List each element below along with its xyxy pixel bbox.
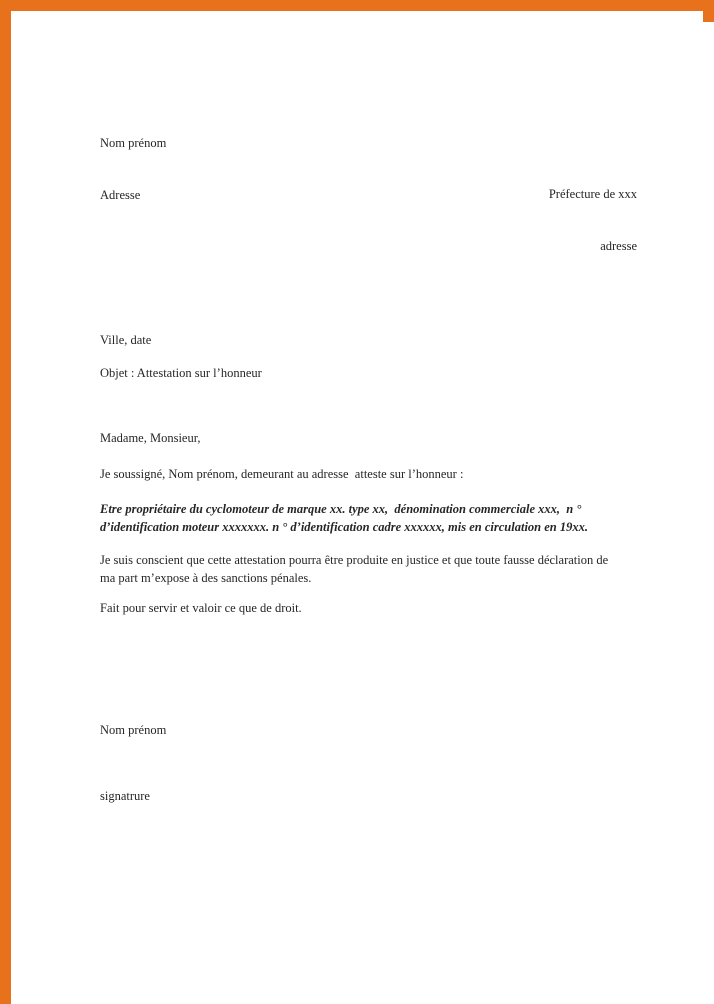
sender-name: Nom prénom (100, 135, 167, 150)
paragraph-closing: Fait pour servir et valoir ce que de droit. (100, 601, 302, 615)
letter-salutation: Madame, Monsieur, (100, 431, 201, 445)
letter-sheet (22, 22, 714, 1004)
sender-block (100, 101, 400, 240)
signature-label: signatrure (100, 789, 150, 803)
paragraph-declaration: Etre propriétaire du cyclomoteur de marque xx. type xx, dénomination commerciale xxx, n ° d’identification moteur xxxxxxx. n ° d’identification cadre xxxxxx, mis en circulation en 19xx. (100, 502, 588, 535)
recipient-line-2: adresse (600, 239, 637, 254)
signature-name: Nom prénom (100, 723, 167, 737)
place-and-date: Ville, date (100, 333, 152, 347)
recipient-line-1: Préfecture de xxx (548, 186, 637, 201)
letter-document (22, 22, 714, 1004)
sender-address: Adresse (100, 188, 141, 203)
recipient-block (402, 152, 637, 291)
paragraph-legal: Je suis conscient que cette attestation pourra être produite en justice et que toute fausse déclaration de ma part m’expose à des sanctions pénales. (100, 553, 612, 586)
paragraph-intro: Je soussigné, Nom prénom, demeurant au adresse atteste sur l’honneur : (100, 467, 464, 481)
letter-subject: Objet : Attestation sur l’honneur (100, 366, 262, 380)
